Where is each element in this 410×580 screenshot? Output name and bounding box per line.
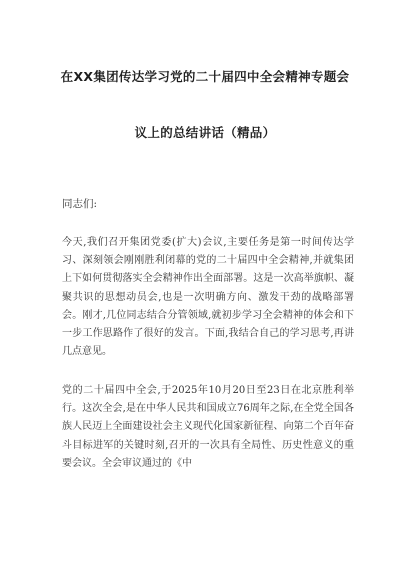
body-paragraph-2: 党的二十届四中全会,于2025年10月20日至23日在北京胜利举行。这次全会,是在中华人民共和国成立76周年之际,在全党全国各族人民迈上全面建设社会主义现代化国家新征程、向第二个百年奋斗目标进军的关键时刻,召开的一次具有全局性、历史性意义的重要会议。全会审议通过的《中: [62, 385, 354, 469]
document-title-line-2: 议上的总结讲话（精品）: [134, 125, 276, 140]
body-paragraph-1: 今天,我们召开集团党委(扩大)会议,主要任务是第一时间传达学习、深刻领会刚刚胜利闭幕的党的二十届四中全会精神,并就集团上下如何贯彻落实全会精神作出全面部署。这是一次高举旗帜、凝聚共识的思想动员会,也是一次明确方向、激发干劲的战略部署会。刚才,几位同志结合分管领域,就初步学习全会精神的体会和下一步工作思路作了很好的发言。下面,我结合自己的学习思考,再讲几点意见。: [62, 237, 354, 358]
salutation: 同志们:: [62, 198, 98, 210]
document-title-line-1: 在XX集团传达学习党的二十届四中全会精神专题会: [60, 69, 350, 84]
